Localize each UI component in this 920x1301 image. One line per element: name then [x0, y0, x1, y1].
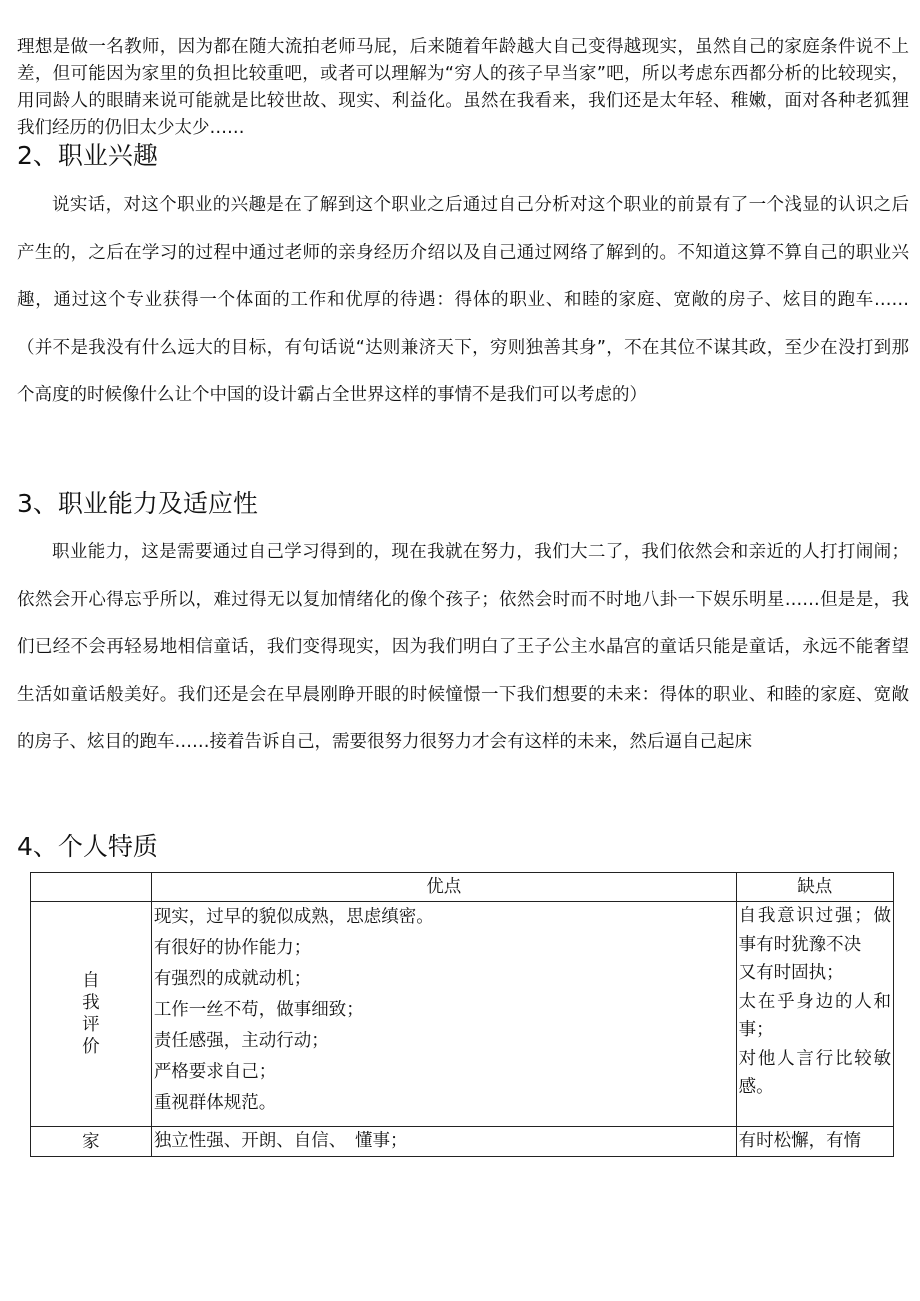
section-2-body: 说实话，对这个职业的兴趣是在了解到这个职业之后通过自己分析对这个职业的前景有了一个浅显的认识之后产生的，之后在学习的过程中通过老师的亲身经历介绍以及自己通过网络了解到的。不知道这算不算自己的职业兴趣，通过这个专业获得一个体面的工作和优厚的待遇：得体的职业、和睦的家庭、宽敞的房子、炫目的跑车……（并不是我没有什么远大的目标，有句话说“达则兼济天下，穷则独善其身”，不在其位不谋其政，至少在没打到那个高度的时候像什么让个中国的设计霸占全世界这样的事情不是我们可以考虑的）: [17, 195, 909, 405]
personal-traits-table: [30, 872, 894, 1157]
pros-item: 重视群体规范。: [153, 1093, 277, 1113]
cons-item: 对他人言行比较敏感。: [738, 1048, 891, 1097]
row-label-family: 家: [31, 1127, 152, 1157]
table-row: [31, 902, 894, 1127]
table-header-blank: [31, 873, 152, 902]
cons-cell: [736, 902, 893, 1127]
pros-item: 严格要求自己；: [153, 1062, 277, 1082]
table-header-cons: 缺点: [736, 873, 893, 902]
section-3-body: 职业能力，这是需要通过自己学习得到的，现在我就在努力，我们大二了，我们依然会和亲近的人打打闹闹；依然会开心得忘乎所以，难过得无以复加情绪化的像个孩子；依然会时而不时地八卦一下娱乐明星……但是是，我们已经不会再轻易地相信童话，我们变得现实，因为我们明白了王子公主水晶宫的童话只能是童话，永远不能奢望生活如童话般美好。我们还是会在早晨刚睁开眼的时候憧憬一下我们想要的未来：得体的职业、和睦的家庭、宽敞的房子、炫目的跑车……接着告诉自己，需要很努力很努力才会有这样的未来，然后逼自己起床: [17, 542, 909, 752]
row-label-self-evaluation: 自我评价: [31, 902, 152, 1127]
cons-item: 自我意识过强；做事有时犹豫不决: [738, 906, 891, 955]
table-row: [31, 1127, 894, 1157]
pros-item: 工作一丝不苟，做事细致；: [153, 1000, 364, 1020]
pros-cell: 独立性强、开朗、自信、 懂事；: [151, 1127, 736, 1157]
table-header-row: [31, 873, 894, 902]
cons-item: 又有时固执；: [738, 963, 844, 983]
pros-item: 有很好的协作能力；: [153, 938, 312, 958]
section-3-heading: 3、职业能力及适应性: [17, 489, 258, 518]
section-4-heading: 4、个人特质: [17, 832, 158, 861]
table-header-pros: 优点: [151, 873, 736, 902]
pros-item: 现实，过早的貌似成熟，思虑缜密。: [153, 907, 434, 927]
section-2-heading: 2、职业兴趣: [17, 141, 158, 170]
cons-item: 太在乎身边的人和事；: [738, 991, 891, 1040]
intro-paragraph: 理想是做一名教师，因为都在随大流拍老师马屁，后来随着年龄越大自己变得越现实，虽然自己的家庭条件说不上差，但可能因为家里的负担比较重吧，或者可以理解为“穷人的孩子早当家”吧，所以考虑东西都分析的比较现实，用同龄人的眼睛来说可能就是比较世故、现实、利益化。虽然在我看来，我们还是太年轻、稚嫩，面对各种老狐狸我们经历的仍旧太少太少……: [17, 37, 909, 138]
cons-cell: 有时松懈，有惰: [736, 1127, 893, 1157]
pros-item: 有强烈的成就动机；: [153, 969, 312, 989]
pros-cell: [151, 902, 736, 1127]
pros-item: 责任感强，主动行动；: [153, 1031, 329, 1051]
